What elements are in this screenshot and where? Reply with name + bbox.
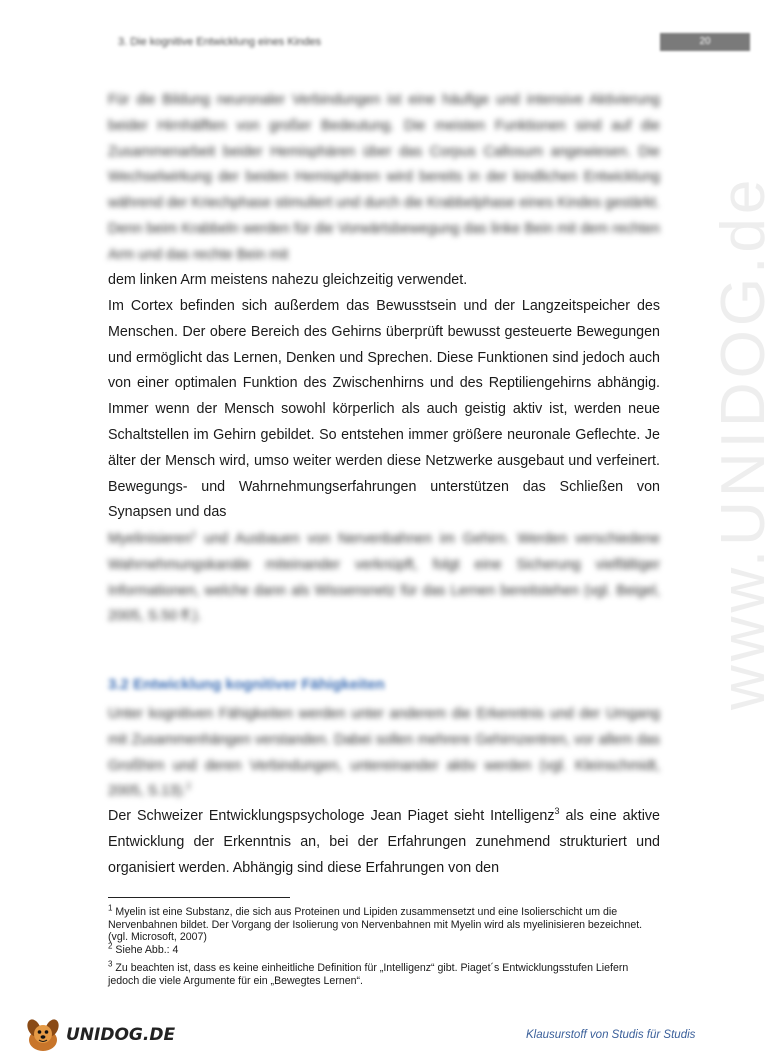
footnote-ref-2: 2	[185, 781, 191, 792]
footnote-3	[108, 959, 660, 987]
paragraph-3-blurred	[108, 702, 660, 805]
footnote-ref-3: 3	[554, 806, 560, 817]
footnote-3-num: 3	[108, 959, 113, 969]
paragraph-2-blurred-rest: und Ausbauen von Nervenbahnen im Gehirn. Werden verschiedene Wahrnehmungskanäle miteinander verknüpft, folgt eine Sicherung vielfältiger Informationen, welche dann als Wissensnetz für das Lernen bereitstehen (vgl. Beigel, 2005, S.50 ff.).	[108, 531, 660, 625]
footnote-separator	[108, 897, 290, 898]
footnote-3-text: Zu beachten ist, dass es keine einheitliche Definition für „Intelligenz“ gibt. Piaget´s Entwicklungsstufen Liefern jedoch die viele Argumente für ein „Bewegtes Lernen“.	[108, 962, 629, 987]
paragraph-2-blurred	[108, 527, 660, 630]
footnote-2-text: Siehe Abb.: 4	[115, 944, 179, 956]
dog-icon	[22, 1014, 64, 1056]
watermark-text: www.UNIDOG.de	[709, 175, 778, 710]
paragraph-4-rest: als eine aktive Entwicklung der Erkenntnis an, bei der Erfahrungen zunehmend strukturiert und organisiert werden. Abhängig sind diese Erfahrungen von den	[108, 808, 661, 876]
unidog-logo[interactable]	[22, 1014, 175, 1056]
running-header: 3. Die kognitive Entwicklung eines Kindes	[118, 36, 322, 48]
page-number: 20	[660, 33, 750, 51]
footnote-2	[108, 941, 660, 957]
paragraph-2-visible: Im Cortex befinden sich außerdem das Bewusstsein und der Langzeitspeicher des Menschen. Der obere Bereich des Gehirns überprüft bewusst gesteuerte Bewegungen und ermöglicht das Lernen, Denken und Sprechen. Diese Funktionen sind jedoch auch von einer optimalen Funktion des Zwischenhirns und des Reptiliengehirns abhängig. Immer wenn der Mensch sowohl körperlich als auch geistig aktiv ist, werden neue Schaltstellen im Gehirn gebildet. So entstehen immer größere neuronale Geflechte. Je älter der Mensch wird, umso weiter werden diese Netzwerke ausgebaut und verfeinert. Bewegungs- und Wahrnehmungserfahrungen unterstützen das Schließen von Synapsen und das	[108, 298, 660, 521]
section-heading: 3.2 Entwicklung kognitiver Fähigkeiten	[108, 676, 385, 693]
footnote-2-num: 2	[108, 941, 113, 951]
paragraph-4-visible	[108, 804, 660, 881]
logo-text: UNIDOG.DE	[66, 1025, 176, 1045]
paragraph-3-text: Unter kognitiven Fähigkeiten werden unter anderem die Erkenntnis und der Umgang mit Zusammenhängen verstanden. Dabei sollen mehrere Gehirnzentren, vor allem das Großhirn und deren Verbindungen, untereinander aktiv werden (vgl. Kleinschmidt, 2005, S.13).	[108, 706, 660, 800]
footnote-ref-1: 1	[191, 529, 197, 540]
footnote-1-num: 1	[108, 903, 113, 913]
paragraph-1-visible: dem linken Arm meistens nahezu gleichzeitig verwendet.	[108, 272, 468, 288]
footer-tagline: Klausurstoff von Studis für Studis	[526, 1029, 696, 1041]
footnote-1	[108, 903, 660, 944]
myelin-term: Myelinisieren	[108, 531, 192, 547]
paragraph-4-start: Der Schweizer Entwicklungspsychologe Jean Piaget sieht Intelligenz	[108, 808, 555, 824]
paragraph-1-blurred: Für die Bildung neuronaler Verbindungen ist eine häufige und intensive Aktivierung beider Hirnhälften von großer Bedeutung. Die meisten Funktionen sind auf die Zusammenarbeit beider Hemisphären über das Corpus Callosum angewiesen. Die Wechselwirkung der beiden Hemisphären wird bereits in der kindlichen Entwicklung während der Kriechphase stimuliert und durch die Krabbelphase eines Kindes gestärkt. Denn beim Krabbeln werden für die Vorwärtsbewegung das linke Bein mit dem rechten Arm und das rechte Bein mit	[108, 92, 660, 263]
footnote-1-text: Myelin ist eine Substanz, die sich aus Proteinen und Lipiden zusammensetzt und eine Isolierschicht um die Nervenbahnen bildet. Der Vorgang der Isolierung von Nervenbahnen mit Myelin wird als myelinisieren bezeichnet. (vgl. Microsoft, 2007)	[108, 906, 643, 944]
